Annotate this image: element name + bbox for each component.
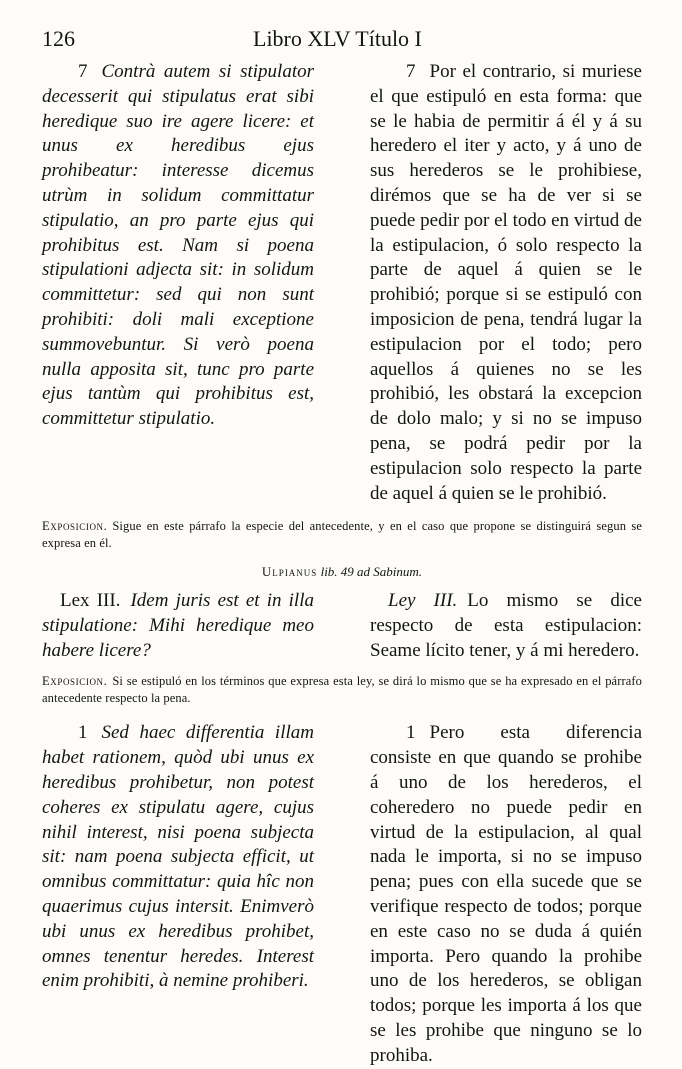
- spanish-column: [370, 60, 642, 506]
- latin-paragraph-text-2: Sed haec differentia illam habet rationem, quòd ubi unus ex heredibus prohibetur, non potest coheres ex stipulatu agere, cujus nihil interest, nisi poena subjecta sit: nam poena subjecta efficit, ut omnibus committatur: quia hîc non quaerimus cujus intersit. Enimverò ubi unus ex heredibus prohibet, omnes tenentur heredes. Interest enim prohibiti, à nemine prohiberi.: [42, 722, 314, 992]
- latin-paragraph-2: [42, 721, 314, 994]
- lex-spanish-text: Lo mismo se dice respecto de esta estipulacion: Seame lícito tener, y á mi heredero.: [370, 590, 642, 662]
- lex-spanish: [370, 588, 642, 663]
- latin-column-2: [42, 721, 314, 1068]
- lex-spanish-paragraph: [370, 588, 642, 663]
- lex-latin-text: Idem juris est et in illa stipulatione: Mihi heredique meo habere licere?: [42, 590, 314, 662]
- exposicion-label: Exposicion.: [42, 519, 108, 534]
- latin-paragraph-number-2: 1: [78, 722, 88, 744]
- exposicion-text: Sigue en este párrafo la especie del antecedente, y en el caso que propone se distinguirá segun se expresa en él.: [42, 519, 642, 551]
- spanish-paragraph-number-2: 1: [406, 722, 416, 744]
- lex-3: [42, 588, 642, 663]
- spanish-column-2: [370, 721, 642, 1068]
- latin-paragraph-number: 7: [78, 61, 88, 82]
- exposicion-note: [42, 518, 642, 552]
- lex-latin: [42, 588, 314, 663]
- page-number: 126: [42, 26, 75, 51]
- spanish-paragraph-2: [370, 721, 642, 1068]
- lex-latin-paragraph: [42, 588, 314, 663]
- exposicion-note-2: [42, 673, 642, 707]
- source-citation: [42, 564, 642, 580]
- lex-spanish-label: Ley III.: [388, 590, 458, 612]
- latin-column: [42, 60, 314, 506]
- source-author: Ulpianus: [261, 564, 318, 580]
- book-page: [42, 26, 642, 1069]
- latin-paragraph: [42, 60, 314, 432]
- source-work: lib. 49 ad Sabinum.: [320, 564, 423, 580]
- exposicion-label-2: Exposicion.: [42, 674, 108, 689]
- exposicion-text-2: Si se estipuló en los términos que expresa esta ley, se dirá lo mismo que se ha expresado en el párrafo antecedente respecto la pena.: [42, 674, 642, 706]
- section-7: [42, 60, 642, 506]
- lex-latin-label: Lex III.: [60, 590, 121, 612]
- latin-paragraph-text: Contrà autem si stipulator decesserit qui stipulatus erat sibi heredique suo ire agere licere: et unus ex heredibus ejus prohibeatur: interesse dicemus utrùm in solidum committatur stipulatio, an pro parte ejus qui prohibitus est. Nam si poena stipulationi adjecta sit: in solidum committetur: sed qui non sunt prohibiti: doli mali exceptione summovebuntur. Si verò poena nulla apposita sit, tunc pro parte ejus tantùm qui prohibitus est, committetur stipulatio.: [42, 61, 314, 430]
- book-title: Libro XLV Título I: [253, 26, 422, 51]
- spanish-paragraph-text: Por el contrario, si muriese el que estipuló en esta forma: que se le habia de permitir á él y á su heredero el iter y acto, y á uno de sus herederos se le prohibiese, dirémos que se ha de ver si se puede pedir por el todo en virtud de la estipulacion, ó solo respecto la parte de aquel á quien se le prohibió; porque si se estipuló con imposicion de pena, tendrá lugar la estipulacion por el todo; pero aquellos á quienes no se les prohibió, les obstará la excepcion de dolo malo; y si no se impuso pena, se podrá pedir por la estipulacion solo respecto la parte de aquel á quien se le prohibió.: [370, 61, 642, 504]
- running-head: [42, 26, 642, 58]
- spanish-paragraph: [370, 60, 642, 506]
- section-1: [42, 721, 642, 1068]
- spanish-paragraph-text-2: Pero esta diferencia consiste en que quando se prohibe á uno de los herederos, el coheredero no puede pedir en virtud de la estipulacion, al qual nada le importa, si no se impuso pena; pues con ella sucede que se verifique respecto de todos; porque en este caso no se duda á quién importa. Pero quando la prohibe uno de los herederos, se obligan todos; porque les importa á los que se les prohibe que ninguno se lo prohiba.: [370, 722, 642, 1066]
- spanish-paragraph-number: 7: [406, 61, 416, 82]
